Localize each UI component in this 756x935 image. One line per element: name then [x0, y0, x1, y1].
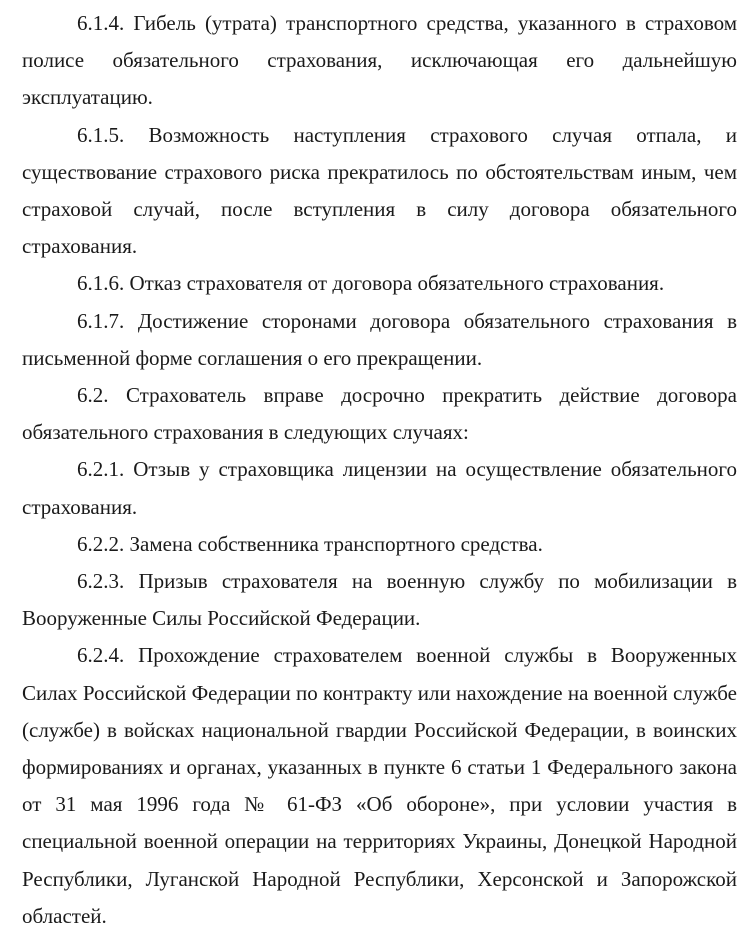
clause-6-2-4: 6.2.4. Прохождение страхователем военной службы в Вооруженных Силах Российской Федерации по контракту или нахождение на военной службе (службе) в войсках национальной гвардии Российской Федерации, в воинских формированиях и органах, указанных в пункте 6 статьи 1 Федерального закона от 31 мая 1996 года № 61-ФЗ «Об обороне», при условии участия в специальной военной операции на территориях Украины, Донецкой Народной Республики, Луганской Народной Республики, Херсонской и Запорожской областей.	[22, 643, 737, 928]
clause-6-1-5: 6.1.5. Возможность наступления страхового случая отпала, и существование страхового риска прекратилось по обстоятельствам иным, чем страховой случай, после вступления в силу договора обязательного страхования.	[22, 122, 737, 259]
clause-6-2-1: 6.2.1. Отзыв у страховщика лицензии на осуществление обязательного страхования.	[22, 457, 737, 519]
clause-6-2: 6.2. Страхователь вправе досрочно прекратить действие договора обязательного страхования в следующих случаях:	[22, 383, 737, 445]
clause-6-1-4: 6.1.4. Гибель (утрата) транспортного средства, указанного в страховом полисе обязательного страхования, исключающая его дальнейшую эксплуатацию.	[22, 11, 737, 110]
clause-6-2-2: 6.2.2. Замена собственника транспортного средства.	[77, 531, 543, 556]
clause-6-1-6: 6.1.6. Отказ страхователя от договора обязательного страхования.	[77, 271, 665, 296]
clause-6-1-7: 6.1.7. Достижение сторонами договора обязательного страхования в письменной форме соглашения о его прекращении.	[22, 308, 737, 370]
clause-6-2-3: 6.2.3. Призыв страхователя на военную службу по мобилизации в Вооруженные Силы Российской Федерации.	[22, 569, 737, 631]
document-page	[22, 5, 737, 935]
